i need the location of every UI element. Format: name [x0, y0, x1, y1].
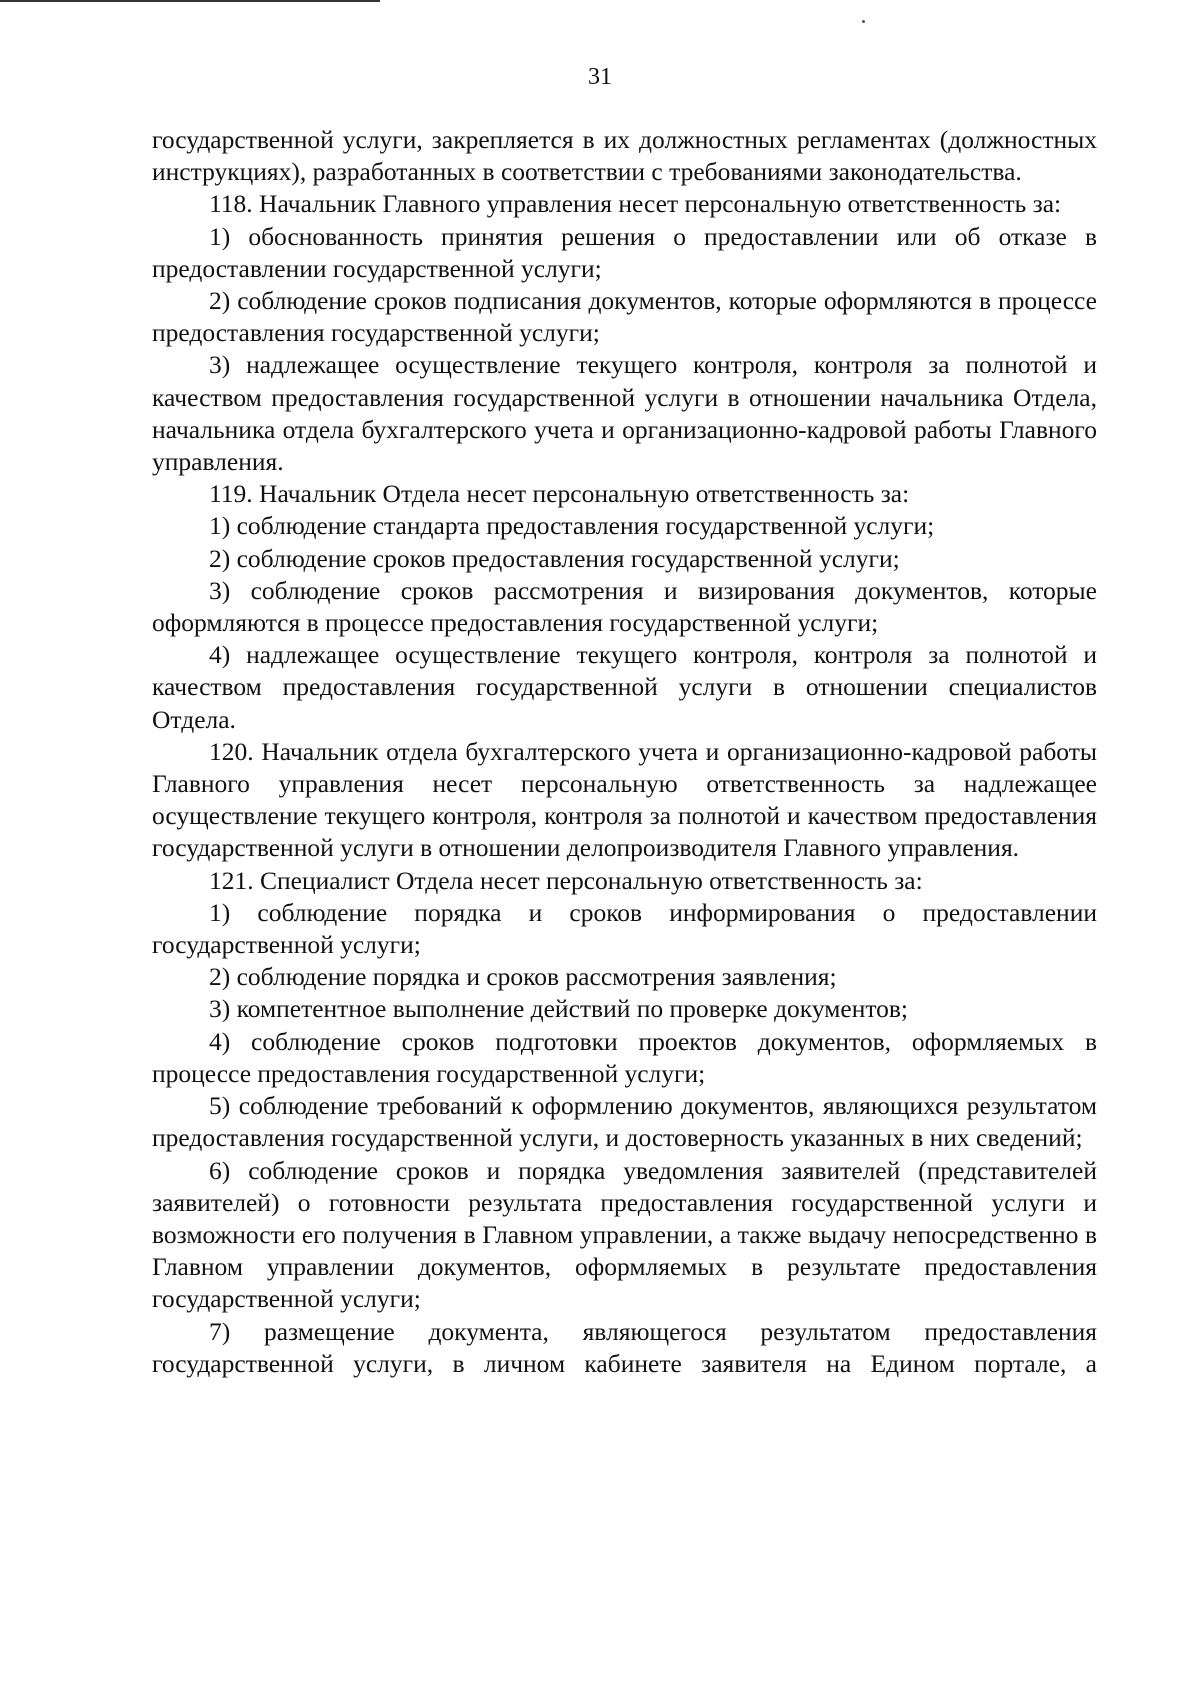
page-number: 31 — [588, 64, 612, 90]
paragraph-118: 118. Начальник Главного управления несет персональную ответственность за: — [209, 189, 1062, 219]
paragraph-121-item-7: 7) размещение документа, являющегося результатом предоставления государственной услуги, в личном кабинете заявителя на Едином портале, а — [152, 1316, 1097, 1378]
paragraph-118-item-1: 1) обоснованность принятия решения о предоставлении или об отказе в предоставлении государственной услуги; — [152, 221, 1097, 283]
paragraph-118-item-3: 3) надлежащее осуществление текущего контроля, контроля за полнотой и качеством предоставления государственной услуги в отношении начальника Отдела, начальника отдела бухгалтерского учета и организационно-кадровой работы Главного управления. — [152, 350, 1097, 477]
scan-speck — [862, 20, 865, 23]
top-edge-line — [0, 0, 380, 2]
document-body — [152, 124, 1097, 1380]
paragraph-119-item-1: 1) соблюдение стандарта предоставления государственной услуги; — [209, 511, 935, 541]
paragraph-119-item-2: 2) соблюдение сроков предоставления государственной услуги; — [209, 543, 900, 573]
paragraph-121-item-5: 5) соблюдение требований к оформлению документов, являющихся результатом предоставления государственной услуги, и достоверность указанных в них сведений; — [152, 1091, 1097, 1153]
paragraph-continuation: государственной услуги, закрепляется в их должностных регламентах (должностных инструкциях), разработанных в соответствии с требованиями законодательства. — [152, 125, 1097, 187]
paragraph-121-item-1: 1) соблюдение порядка и сроков информирования о предоставлении государственной услуги; — [152, 897, 1097, 960]
paragraph-121: 121. Специалист Отдела несет персональную ответственность за: — [209, 865, 923, 895]
paragraph-119-item-4: 4) надлежащее осуществление текущего контроля, контроля за полнотой и качеством предоставления государственной услуги в отношении специалистов Отдела. — [152, 640, 1097, 734]
paragraph-121-item-2: 2) соблюдение порядка и сроков рассмотрения заявления; — [209, 962, 837, 992]
paragraph-119-item-3: 3) соблюдение сроков рассмотрения и визирования документов, которые оформляются в процессе предоставления государственной услуги; — [152, 575, 1097, 638]
paragraph-120: 120. Начальник отдела бухгалтерского учета и организационно-кадровой работы Главного управления несет персональную ответственность за надлежащее осуществление текущего контроля, контроля за полнотой и качеством предоставления государственной услуги в отношении делопроизводителя Главного управления. — [152, 736, 1097, 863]
paragraph-121-item-6: 6) соблюдение сроков и порядка уведомления заявителей (представителей заявителей) о готовности результата предоставления государственной услуги и возможности его получения в Главном управлении, а также выдачу непосредственно в Главном управлении документов, оформляемых в результате предоставления государственной услуги; — [152, 1155, 1097, 1314]
paragraph-121-item-3: 3) компетентное выполнение действий по проверке документов; — [209, 994, 909, 1024]
paragraph-118-item-2: 2) соблюдение сроков подписания документов, которые оформляются в процессе предоставления государственной услуги; — [152, 286, 1097, 348]
paragraph-119: 119. Начальник Отдела несет персональную ответственность за: — [209, 479, 910, 509]
paragraph-121-item-4: 4) соблюдение сроков подготовки проектов документов, оформляемых в процессе предоставления государственной услуги; — [152, 1026, 1097, 1088]
